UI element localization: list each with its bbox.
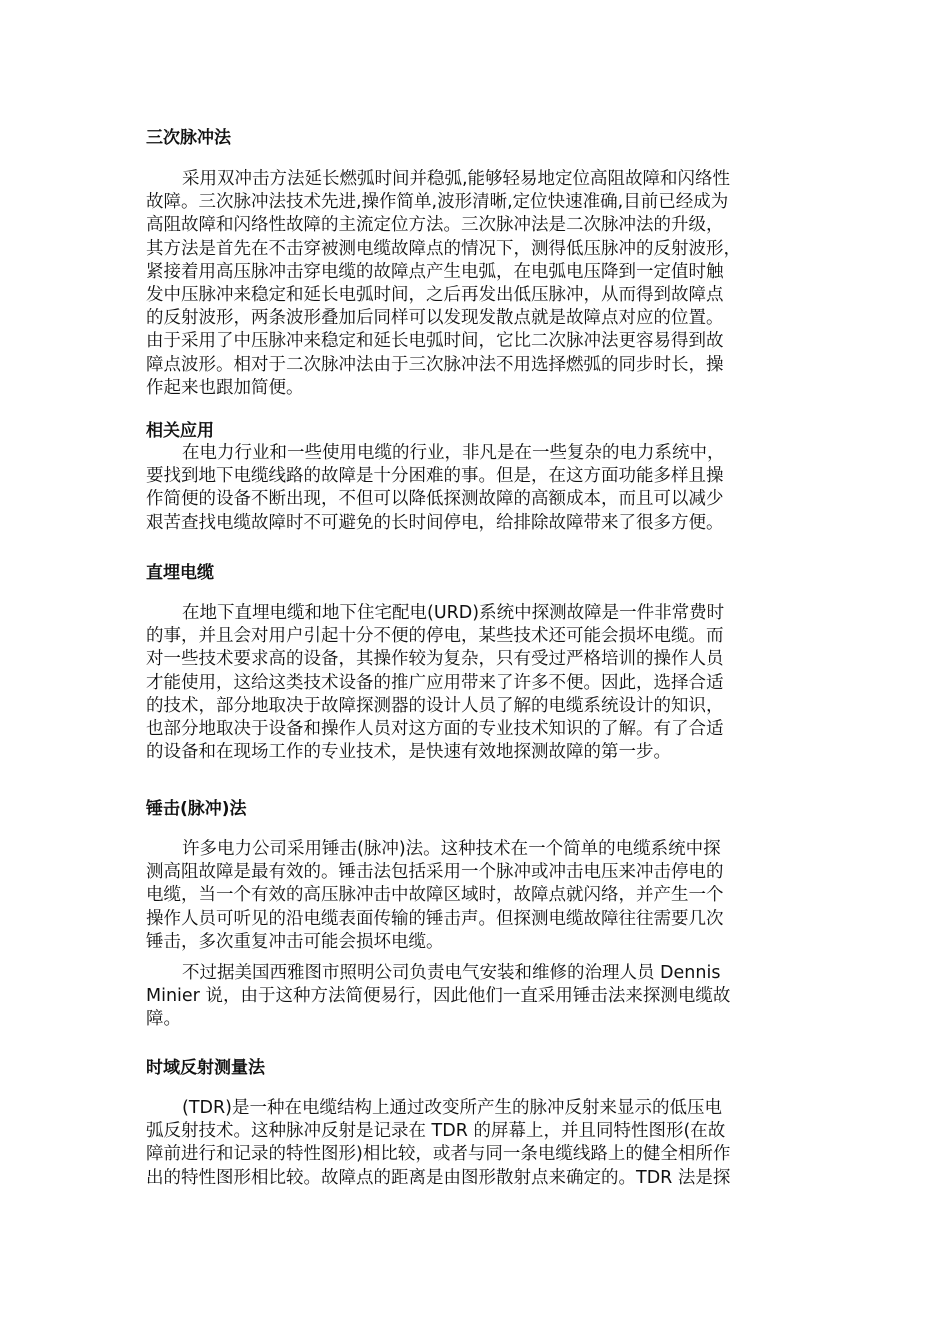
paragraph-thumper-quote [146,962,806,1032]
paragraph-tdr [146,1097,806,1190]
section-heading-tdr: 时域反射测量法 [146,1058,265,1078]
text-line: 锤击，多次重复冲击可能会损坏电缆。 [146,931,444,952]
text-line: 对一些技术要求高的设备，其操作较为复杂，只有受过严格培训的操作人员 [146,649,724,670]
paragraph-applications [146,442,806,535]
text-line: 艰苦查找电缆故障时不可避免的长时间停电，给排除故障带来了很多方便。 [146,512,724,533]
text-line: 操作人员可听见的沿电缆表面传输的锤击声。但探测电缆故障往往需要几次 [146,908,724,929]
text-line: 电缆，当一个有效的高压脉冲击中故障区域时，故障点就闪络，并产生一个 [146,885,724,906]
text-line: Minier 说，由于这种方法简便易行，因此他们一直采用锤击法来探测电缆故 [146,986,731,1007]
text-line: 的事，并且会对用户引起十分不便的停电，某些技术还可能会损坏电缆。而 [146,626,724,647]
text-line: (TDR)是一种在电缆结构上通过改变所产生的脉冲反射来显示的低压电 [182,1098,722,1118]
text-line: 发中压脉冲来稳定和延长电弧时间，之后再发出低压脉冲，从而得到故障点 [146,285,724,306]
text-line: 其方法是首先在不击穿被测电缆故障点的情况下，测得低压脉冲的反射波形， [146,238,741,259]
text-line: 的技术，部分地取决于故障探测器的设计人员了解的电缆系统设计的知识， [146,695,724,716]
text-line: 也部分地取决于设备和操作人员对这方面的专业技术知识的了解。有了合适 [146,719,724,740]
section-heading-applications: 相关应用 [146,421,214,441]
text-line: 在电力行业和一些使用电缆的行业，非凡是在一些复杂的电力系统中， [182,443,725,463]
text-line: 的设备和在现场工作的专业技术，是快速有效地探测故障的第一步。 [146,742,671,763]
text-line: 作起来也跟加简便。 [146,377,304,398]
text-line: 障。 [146,1009,181,1030]
paragraph-direct-buried [146,602,806,764]
text-line: 的反射波形，两条波形叠加后同样可以发现发散点就是故障点对应的位置。 [146,308,724,329]
paragraph-triple-pulse [146,168,806,400]
text-line: 紧接着用高压脉冲击穿电缆的故障点产生电弧，在电弧电压降到一定值时触 [146,261,724,282]
section-heading-thumper: 锤击(脉冲)法 [146,799,247,819]
text-line: 障点波形。相对于二次脉冲法由于三次脉冲法不用选择燃弧的同步时长，操 [146,354,724,375]
text-line: 许多电力公司采用锤击(脉冲)法。这种技术在一个简单的电缆系统中探 [182,839,721,859]
text-line: 采用双冲击方法延长燃弧时间并稳弧,能够轻易地定位高阻故障和闪络性 [182,169,731,189]
text-line: 障前进行和记录的特性图形)相比较，或者与同一条电缆线路上的健全相所作 [146,1144,731,1165]
section-heading-direct-buried: 直埋电缆 [146,563,214,583]
text-line: 弧反射技术。这种脉冲反射是记录在 TDR 的屏幕上，并且同特性图形(在故 [146,1121,726,1142]
text-line: 由于采用了中压脉冲来稳定和延长电弧时间，它比二次脉冲法更容易得到故 [146,331,724,352]
text-line: 在地下直埋电缆和地下住宅配电(URD)系统中探测故障是一件非常费时 [182,603,725,623]
text-line: 不过据美国西雅图市照明公司负责电气安装和维修的治理人员 Dennis [182,963,721,983]
section-heading-triple-pulse: 三次脉冲法 [146,128,231,148]
text-line: 作简便的设备不断出现，不但可以降低探测故障的高额成本，而且可以减少 [146,489,724,510]
text-line: 要找到地下电缆线路的故障是十分困难的事。但是，在这方面功能多样且操 [146,466,724,487]
paragraph-thumper [146,838,806,954]
text-line: 故障。三次脉冲法技术先进,操作简单,波形清晰,定位快速准确,目前已经成为 [146,192,729,213]
text-line: 出的特性图形相比较。故障点的距离是由图形散射点来确定的。TDR 法是探 [146,1167,731,1188]
text-line: 才能使用，这给这类技术设备的推广应用带来了许多不便。因此，选择合适 [146,672,724,693]
text-line: 高阻故障和闪络性故障的主流定位方法。三次脉冲法是二次脉冲法的升级， [146,215,724,236]
text-line: 测高阻故障是最有效的。锤击法包括采用一个脉冲或冲击电压来冲击停电的 [146,862,724,883]
